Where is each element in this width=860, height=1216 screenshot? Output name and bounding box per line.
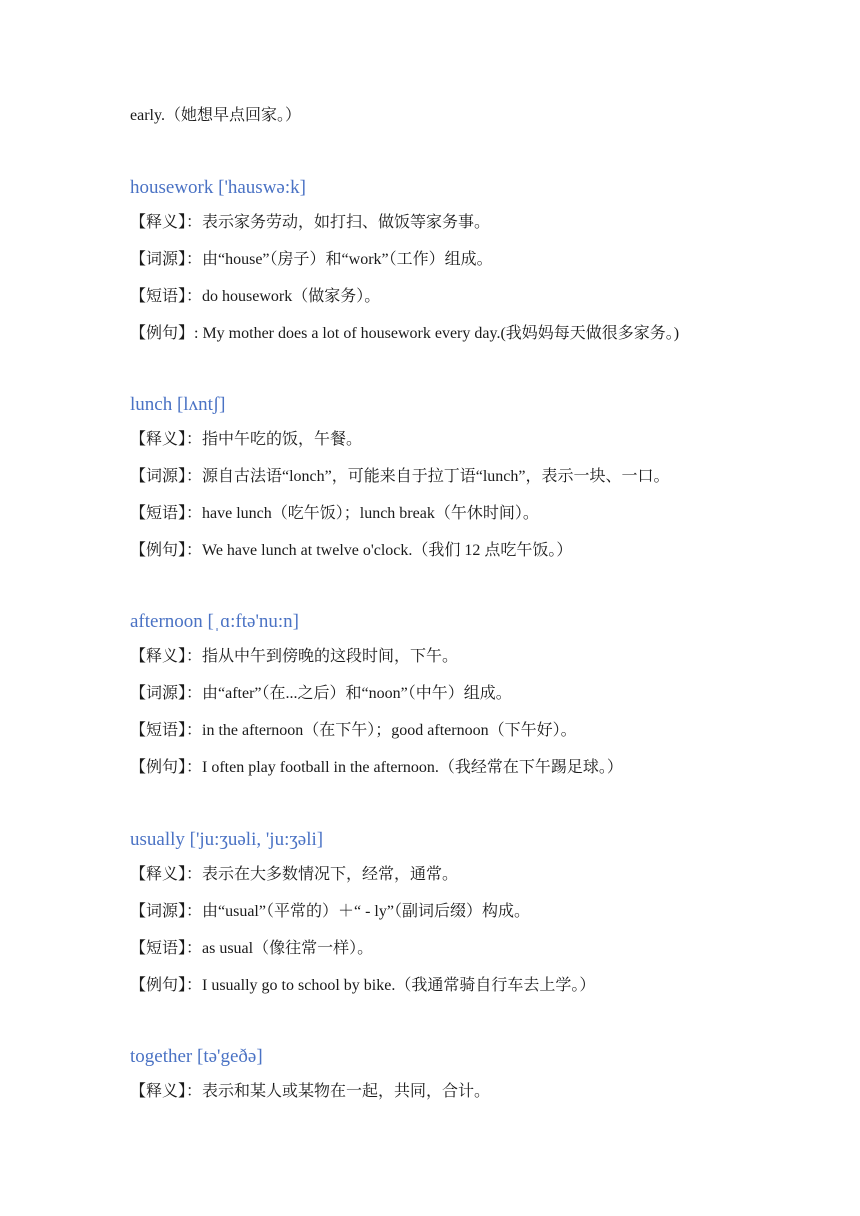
entry-example-afternoon: 【例句】：I often play football in the afternoon.（我经常在下午踢足球。） [130,759,623,776]
entry-definition-usually: 【释义】：表示在大多数情况下，经常，通常。 [130,866,459,883]
entry-definition-together: 【释义】：表示和某人或某物在一起，共同，合计。 [130,1083,491,1100]
entry-heading-housework: housework ['hauswə:k] [130,177,306,198]
entry-etymology-lunch: 【词源】：源自古法语“lonch”，可能来自于拉丁语“lunch”，表示一块、一口。 [130,468,670,485]
entry-phrase-afternoon: 【短语】：in the afternoon（在下午）；good afternoon（下午好）。 [130,722,577,739]
entry-heading-usually: usually ['ju:ʒuəli, 'ju:ʒəli] [130,829,324,850]
entry-heading-together: together [tə'geðə] [130,1046,263,1067]
entry-definition-lunch: 【释义】：指中午吃的饭，午餐。 [130,431,363,448]
entry-phrase-lunch: 【短语】：have lunch（吃午饭）；lunch break（午休时间）。 [130,505,539,522]
entry-etymology-housework: 【词源】：由“house”（房子）和“work”（工作）组成。 [130,251,493,268]
entry-heading-lunch: lunch [lʌntʃ] [130,394,226,415]
entry-definition-afternoon: 【释义】：指从中午到傍晚的这段时间，下午。 [130,648,459,665]
entry-etymology-usually: 【词源】：由“usual”（平常的）＋“ - ly”（副词后缀）构成。 [130,903,530,920]
entry-definition-housework: 【释义】：表示家务劳动，如打扫、做饭等家务事。 [130,214,491,231]
intro-sentence: early.（她想早点回家。） [130,107,301,124]
entry-example-lunch: 【例句】：We have lunch at twelve o'clock.（我们 12 点吃午饭。） [130,542,573,559]
entry-etymology-afternoon: 【词源】：由“after”（在...之后）和“noon”（中午）组成。 [130,685,512,702]
entry-phrase-housework: 【短语】：do housework（做家务）。 [130,288,381,305]
entry-example-usually: 【例句】：I usually go to school by bike.（我通常骑自行车去上学。） [130,977,596,994]
entry-phrase-usually: 【短语】：as usual（像往常一样）。 [130,940,374,957]
entry-example-housework: 【例句】: My mother does a lot of housework every day.(我妈妈每天做很多家务。) [130,325,680,342]
entry-heading-afternoon: afternoon [ˌɑ:ftə'nu:n] [130,611,299,632]
